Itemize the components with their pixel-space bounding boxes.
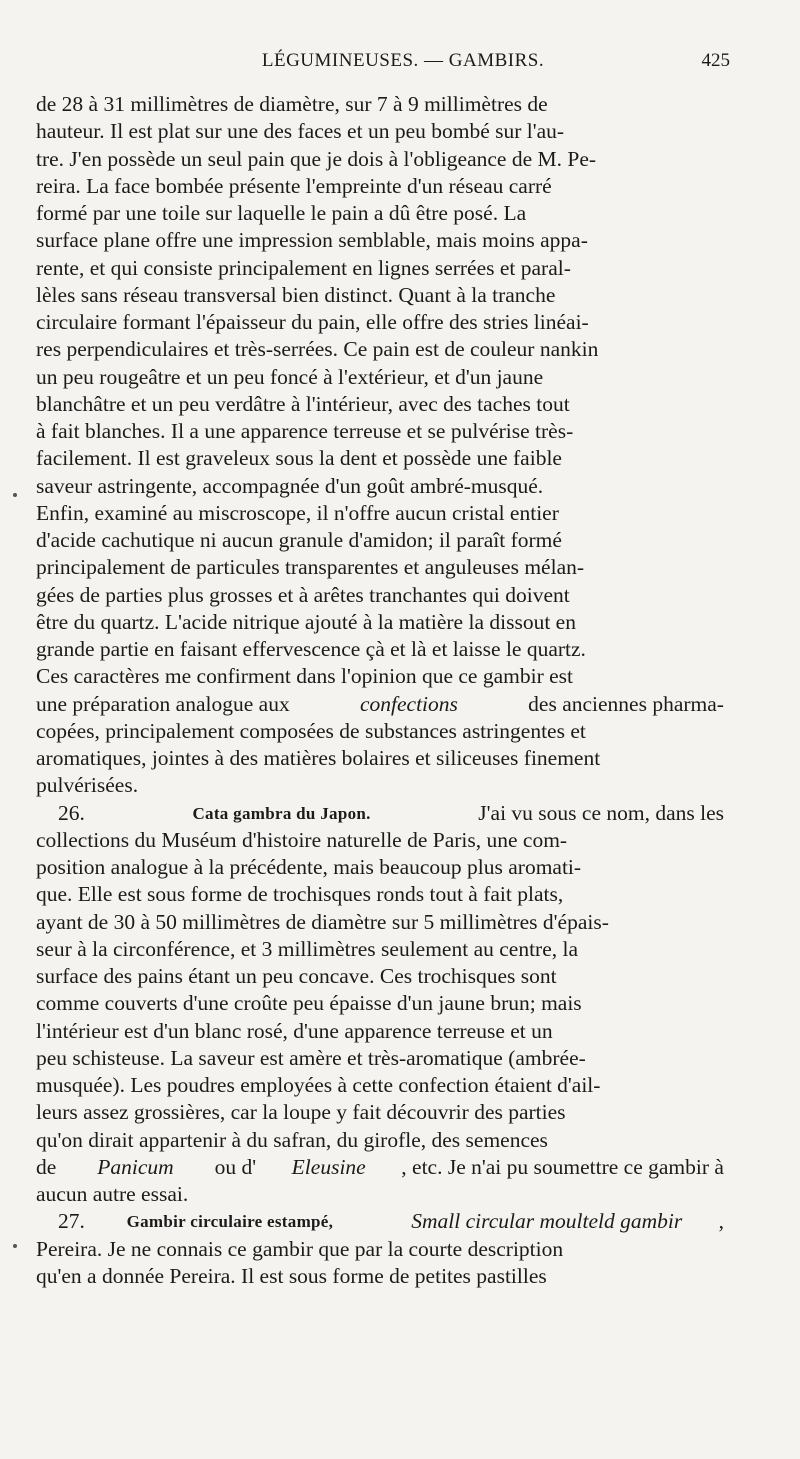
text-line xyxy=(36,800,724,827)
text-segment: comme couverts d'une croûte peu épaisse d'un jaune brun; mais xyxy=(36,991,582,1016)
text-segment: circulaire formant l'épaisseur du pain, elle offre des stries linéai- xyxy=(36,310,589,334)
text-line xyxy=(36,1045,724,1072)
text-line xyxy=(36,936,724,963)
text-segment: tre. J'en possède un seul pain que je dois à l'obligeance de M. Pe- xyxy=(36,146,597,171)
text-segment: Enfin, examiné au miscroscope, il n'offre aucun cristal entier xyxy=(36,500,559,525)
text-segment: J'ai vu sous ce nom, dans les xyxy=(472,800,724,825)
text-line xyxy=(36,854,724,881)
text-segment: peu schisteuse. La saveur est amère et très-aromatique (ambrée- xyxy=(36,1045,586,1070)
text-segment: un peu rougeâtre et un peu foncé à l'extérieur, et d'un jaune xyxy=(36,364,544,389)
text-line xyxy=(36,1018,724,1045)
text-segment: Ces caractères me confirment dans l'opinion que ce gambir est xyxy=(36,664,573,689)
text-segment: , etc. Je n'ai pu soumettre ce gambir à xyxy=(401,1154,724,1179)
text-line xyxy=(36,1181,724,1208)
text-line xyxy=(36,91,724,118)
text-line xyxy=(36,990,724,1017)
text-segment: res perpendiculaires et très-serrées. Ce pain est de couleur nankin xyxy=(36,337,599,362)
text-segment: facilement. Il est graveleux sous la dent et possède une faible xyxy=(36,446,562,471)
text-segment: principalement de particules transparentes et anguleuses mélan- xyxy=(36,555,585,580)
text-line xyxy=(36,663,724,690)
text-segment: surface des pains étant un peu concave. Ces trochisques sont xyxy=(36,964,557,988)
text-segment: que. Elle est sous forme de trochisques ronds tout à fait plats, xyxy=(36,882,564,907)
text-segment: de 28 à 31 millimètres de diamètre, sur 7 à 9 millimètres de xyxy=(36,92,548,116)
text-segment: copées, principalement composées de substances astringentes et xyxy=(36,718,586,743)
text-segment: Pereira. Je ne connais ce gambir que par la courte description xyxy=(36,1236,564,1261)
text-segment: blanchâtre et un peu verdâtre à l'intérieur, avec des taches tout xyxy=(36,391,570,416)
text-segment: aucun autre essai. xyxy=(36,1182,189,1206)
text-segment: pulvérisées. xyxy=(36,773,139,798)
text-segment: surface plane offre une impression semblable, mais moins appa- xyxy=(36,228,588,253)
text-segment: une préparation analogue aux xyxy=(36,691,296,716)
text-segment: qu'on dirait appartenir à du safran, du girofle, des semences xyxy=(36,1127,548,1152)
text-line xyxy=(36,146,724,173)
text-segment: saveur astringente, accompagnée d'un goût ambré-musqué. xyxy=(36,473,544,498)
text-line xyxy=(36,963,724,990)
text-line xyxy=(36,691,724,718)
text-line xyxy=(36,336,724,363)
italic-term: confections xyxy=(359,691,458,716)
text-segment: collections du Muséum d'histoire naturelle de Paris, une com- xyxy=(36,827,568,852)
text-segment: aromatiques, jointes à des matières bolaires et siliceuses finement xyxy=(36,746,601,770)
text-line xyxy=(36,1099,724,1126)
italic-term: Eleusine xyxy=(291,1154,366,1179)
text-line xyxy=(36,527,724,554)
text-line xyxy=(36,1263,724,1290)
margin-dot xyxy=(13,1244,17,1248)
section-number: 27. xyxy=(58,1209,91,1234)
text-line xyxy=(36,200,724,227)
text-line xyxy=(36,118,724,145)
section-heading: Cata gambra du Japon. xyxy=(192,803,371,823)
text-line xyxy=(36,636,724,663)
text-line xyxy=(36,909,724,936)
text-segment: musquée). Les poudres employées à cette confection étaient d'ail- xyxy=(36,1073,601,1097)
text-line xyxy=(36,554,724,581)
text-line xyxy=(36,609,724,636)
text-line xyxy=(36,772,724,799)
text-line xyxy=(36,418,724,445)
text-line xyxy=(36,173,724,200)
text-segment: lèles sans réseau transversal bien distinct. Quant à la tranche xyxy=(36,282,556,307)
running-title: LÉGUMINEUSES. — GAMBIRS. xyxy=(261,50,545,71)
text-segment: leurs assez grossières, car la loupe y fait découvrir des parties xyxy=(36,1100,566,1125)
italic-term: Panicum xyxy=(97,1154,174,1179)
section-heading: Gambir circulaire estampé, xyxy=(126,1212,334,1232)
text-segment: rente, et qui consiste principalement en lignes serrées et paral- xyxy=(36,255,571,280)
text-line xyxy=(36,718,724,745)
text-line xyxy=(36,445,724,472)
text-line xyxy=(36,745,724,772)
text-segment: de xyxy=(36,1154,62,1179)
text-line xyxy=(36,881,724,908)
section-number: 26. xyxy=(58,800,91,825)
text-segment: seur à la circonférence, et 3 millimètres seulement au centre, la xyxy=(36,936,579,961)
page-number: 425 xyxy=(701,50,730,71)
text-line xyxy=(36,582,724,609)
text-segment: gées de parties plus grosses et à arêtes tranchantes qui doivent xyxy=(36,582,570,607)
text-segment: à fait blanches. Il a une apparence terreuse et se pulvérise très- xyxy=(36,419,574,443)
body-text xyxy=(36,91,724,1290)
text-line xyxy=(36,364,724,391)
text-segment xyxy=(370,1208,375,1235)
text-segment: ayant de 30 à 50 millimètres de diamètre sur 5 millimètres d'épais- xyxy=(36,909,609,934)
text-segment: hauteur. Il est plat sur une des faces et un peu bombé sur l'au- xyxy=(36,119,565,144)
italic-term: Small circular moulteld gambir xyxy=(411,1209,683,1234)
text-line xyxy=(36,255,724,282)
text-line xyxy=(36,827,724,854)
text-segment: être du quartz. L'acide nitrique ajouté à la matière la dissout en xyxy=(36,609,576,634)
text-line xyxy=(36,309,724,336)
text-segment: des anciennes pharma- xyxy=(522,691,724,716)
text-segment: , xyxy=(718,1209,724,1234)
text-line xyxy=(36,473,724,500)
text-segment: qu'en a donnée Pereira. Il est sous forme de petites pastilles xyxy=(36,1263,547,1288)
text-segment: ou d' xyxy=(209,1154,257,1179)
text-line xyxy=(36,1208,724,1235)
text-segment: d'acide cachutique ni aucun granule d'amidon; il paraît formé xyxy=(36,528,562,552)
running-head xyxy=(36,50,730,80)
text-line xyxy=(36,391,724,418)
text-line xyxy=(36,1127,724,1154)
text-line xyxy=(36,1072,724,1099)
text-line xyxy=(36,500,724,527)
text-segment: formé par une toile sur laquelle le pain a dû être posé. La xyxy=(36,201,527,225)
text-segment: grande partie en faisant effervescence çà et là et laisse le quartz. xyxy=(36,637,586,661)
margin-dot xyxy=(13,493,17,497)
text-segment: l'intérieur est d'un blanc rosé, d'une apparence terreuse et un xyxy=(36,1018,553,1043)
text-line xyxy=(36,1236,724,1263)
text-line xyxy=(36,282,724,309)
text-line xyxy=(36,1154,724,1181)
text-segment: position analogue à la précédente, mais beaucoup plus aromati- xyxy=(36,855,582,879)
text-segment: reira. La face bombée présente l'empreinte d'un réseau carré xyxy=(36,173,552,198)
text-line xyxy=(36,227,724,254)
